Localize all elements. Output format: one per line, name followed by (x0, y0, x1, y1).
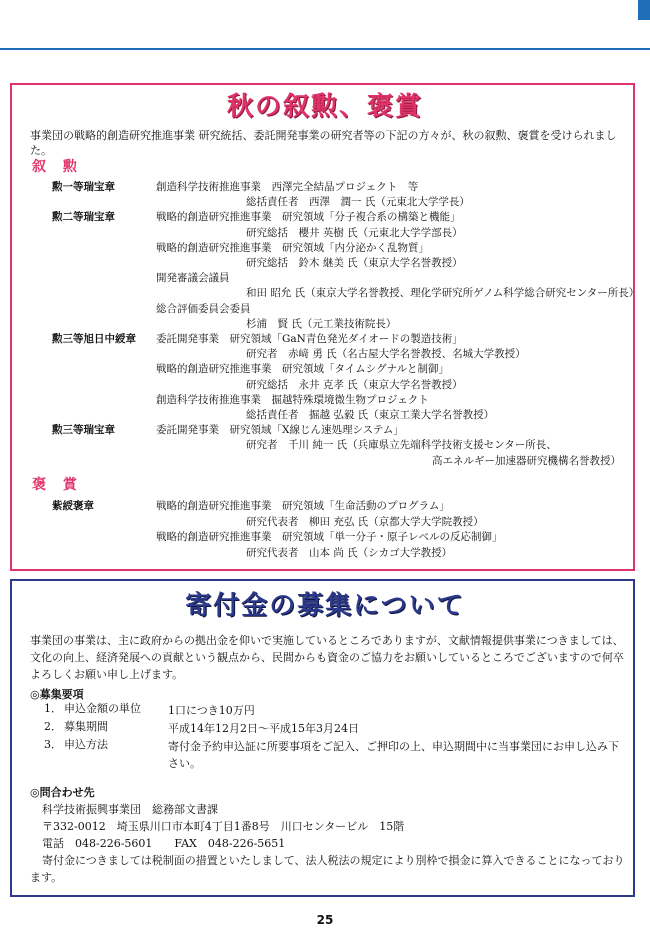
award-entry: 総括責任者 西澤 潤一 氏（元東北大学学長） (246, 196, 470, 209)
donation-title: 寄付金の募集について (185, 591, 465, 621)
award-entry: 戦略的創造研究推進事業 研究領域「内分泌かく乱物質」 (156, 241, 429, 254)
guide-item-value: 寄付金予約申込証に所要事項をご記入、ご押印の上、申込期間中に当事業団にお申し込み下さい。 (168, 740, 619, 770)
guide-item-value: 1口につき10万円 (168, 704, 255, 717)
award-name: 勲一等瑞宝章 (52, 181, 115, 193)
award-name: 勲二等瑞宝章 (52, 211, 115, 224)
guide-item-label: 募集期間 (64, 720, 108, 733)
donation-intro: 事業団の事業は、主に政府からの拠出金を仰いで実施しているところでありますが、文献情報提供事業につきましては、文化の向上、経済発展への貢献という観点から、民間からも資金のご協力をお願いしているところでございますので何卒よろしくお願い申し上げます。 (30, 634, 624, 681)
awards-title: 秋の叙勲、褒賞 (226, 92, 423, 122)
guide-item-number: 1． (44, 702, 62, 715)
awards-intro: 事業団の戦略的創造研究推進事業 研究統括、委託開発事業の研究者等の下記の方々が、秋の叙勲、褒賞を受けられました。 (30, 129, 617, 157)
award-entry: 研究代表者 柳田 充弘 氏（京都大学大学院教授） (246, 515, 484, 528)
award-entry: 総合評価委員会委員 (156, 302, 251, 315)
award-entry: 創造科学技術推進事業 掘越特殊環境微生物プロジェクト (156, 393, 429, 406)
award-entry: 研究者 赤﨑 勇 氏（名古屋大学名誉教授、名城大学教授） (246, 348, 526, 361)
contact-address: 〒332-0012 埼玉県川口市本町4丁目1番8号 川口センタービル 15階 (42, 820, 405, 833)
award-name: 勲三等瑞宝章 (52, 424, 115, 437)
guide-item-label: 申込方法 (64, 738, 108, 751)
award-entry: 委託開発事業 研究領域「GaN青色発光ダイオードの製造技術」 (156, 333, 463, 345)
header-rule (0, 48, 650, 50)
page-number: 25 (316, 913, 334, 927)
guide-item-number: 3． (44, 738, 62, 751)
award-entry: 研究総括 永井 克孝 氏（東京大学名誉教授） (246, 378, 463, 391)
award-entry: 高エネルギー加速器研究機構名誉教授） (432, 454, 621, 467)
award-entry: 開発審議会議員 (156, 272, 230, 285)
award-entry: 研究総括 櫻井 英樹 氏（元東北大学学部長） (246, 226, 463, 239)
award-entry: 研究総括 鈴木 継美 氏（東京大学名誉教授） (246, 257, 463, 269)
award-name: 紫綬褒章 (52, 500, 94, 512)
header-tab (638, 0, 650, 20)
award-entry: 総括責任者 掘越 弘毅 氏（東京工業大学名誉教授） (246, 409, 495, 421)
contact-heading: ◎問合わせ先 (30, 786, 95, 799)
award-entry: 創造科学技術推進事業 西澤完全結晶プロジェクト 等 (156, 181, 419, 193)
hosho-heading: 褒 賞 (32, 477, 83, 493)
jokun-heading: 叙 勲 (32, 159, 83, 175)
contact-org: 科学技術振興事業団 総務部文書課 (42, 803, 218, 816)
award-entry: 和田 昭允 氏（東京大学名誉教授、理化学研究所ゲノム科学総合研究センター所長） (246, 287, 640, 300)
award-entry: 戦略的創造研究推進事業 研究領域「タイムシグナルと制御」 (156, 363, 450, 376)
page-header (0, 0, 650, 50)
award-entry: 研究者 千川 純一 氏（兵庫県立先端科学技術支援センター所長、 (246, 439, 557, 452)
award-entry: 戦略的創造研究推進事業 研究領域「分子複合系の構築と機能」 (156, 211, 461, 224)
award-entry: 戦略的創造研究推進事業 研究領域「生命活動のプログラム」 (156, 500, 450, 512)
contact-phone: 電話 048-226-5601 FAX 048-226-5651 (42, 837, 286, 850)
award-name: 勲三等旭日中綬章 (52, 333, 136, 345)
award-entry: 杉浦 賢 氏（元工業技術院長） (246, 317, 397, 330)
guide-item-value: 平成14年12月2日～平成15年3月24日 (168, 722, 359, 735)
guide-item-number: 2． (44, 720, 62, 733)
award-entry: 戦略的創造研究推進事業 研究領域「単一分子・原子レベルの反応制御」 (156, 531, 503, 543)
tax-note: 寄付金につきましては税制面の措置といたしまして、法人税法の規定により別枠で損金に算入できることになっております。 (30, 854, 625, 884)
guide-heading: ◎募集要項 (30, 688, 84, 701)
award-entry: 研究代表者 山本 尚 氏（シカゴ大学教授） (246, 546, 453, 559)
guide-item-label: 申込金額の単位 (64, 702, 141, 715)
award-entry: 委託開発事業 研究領域「X線じん速処理システム」 (156, 424, 404, 437)
